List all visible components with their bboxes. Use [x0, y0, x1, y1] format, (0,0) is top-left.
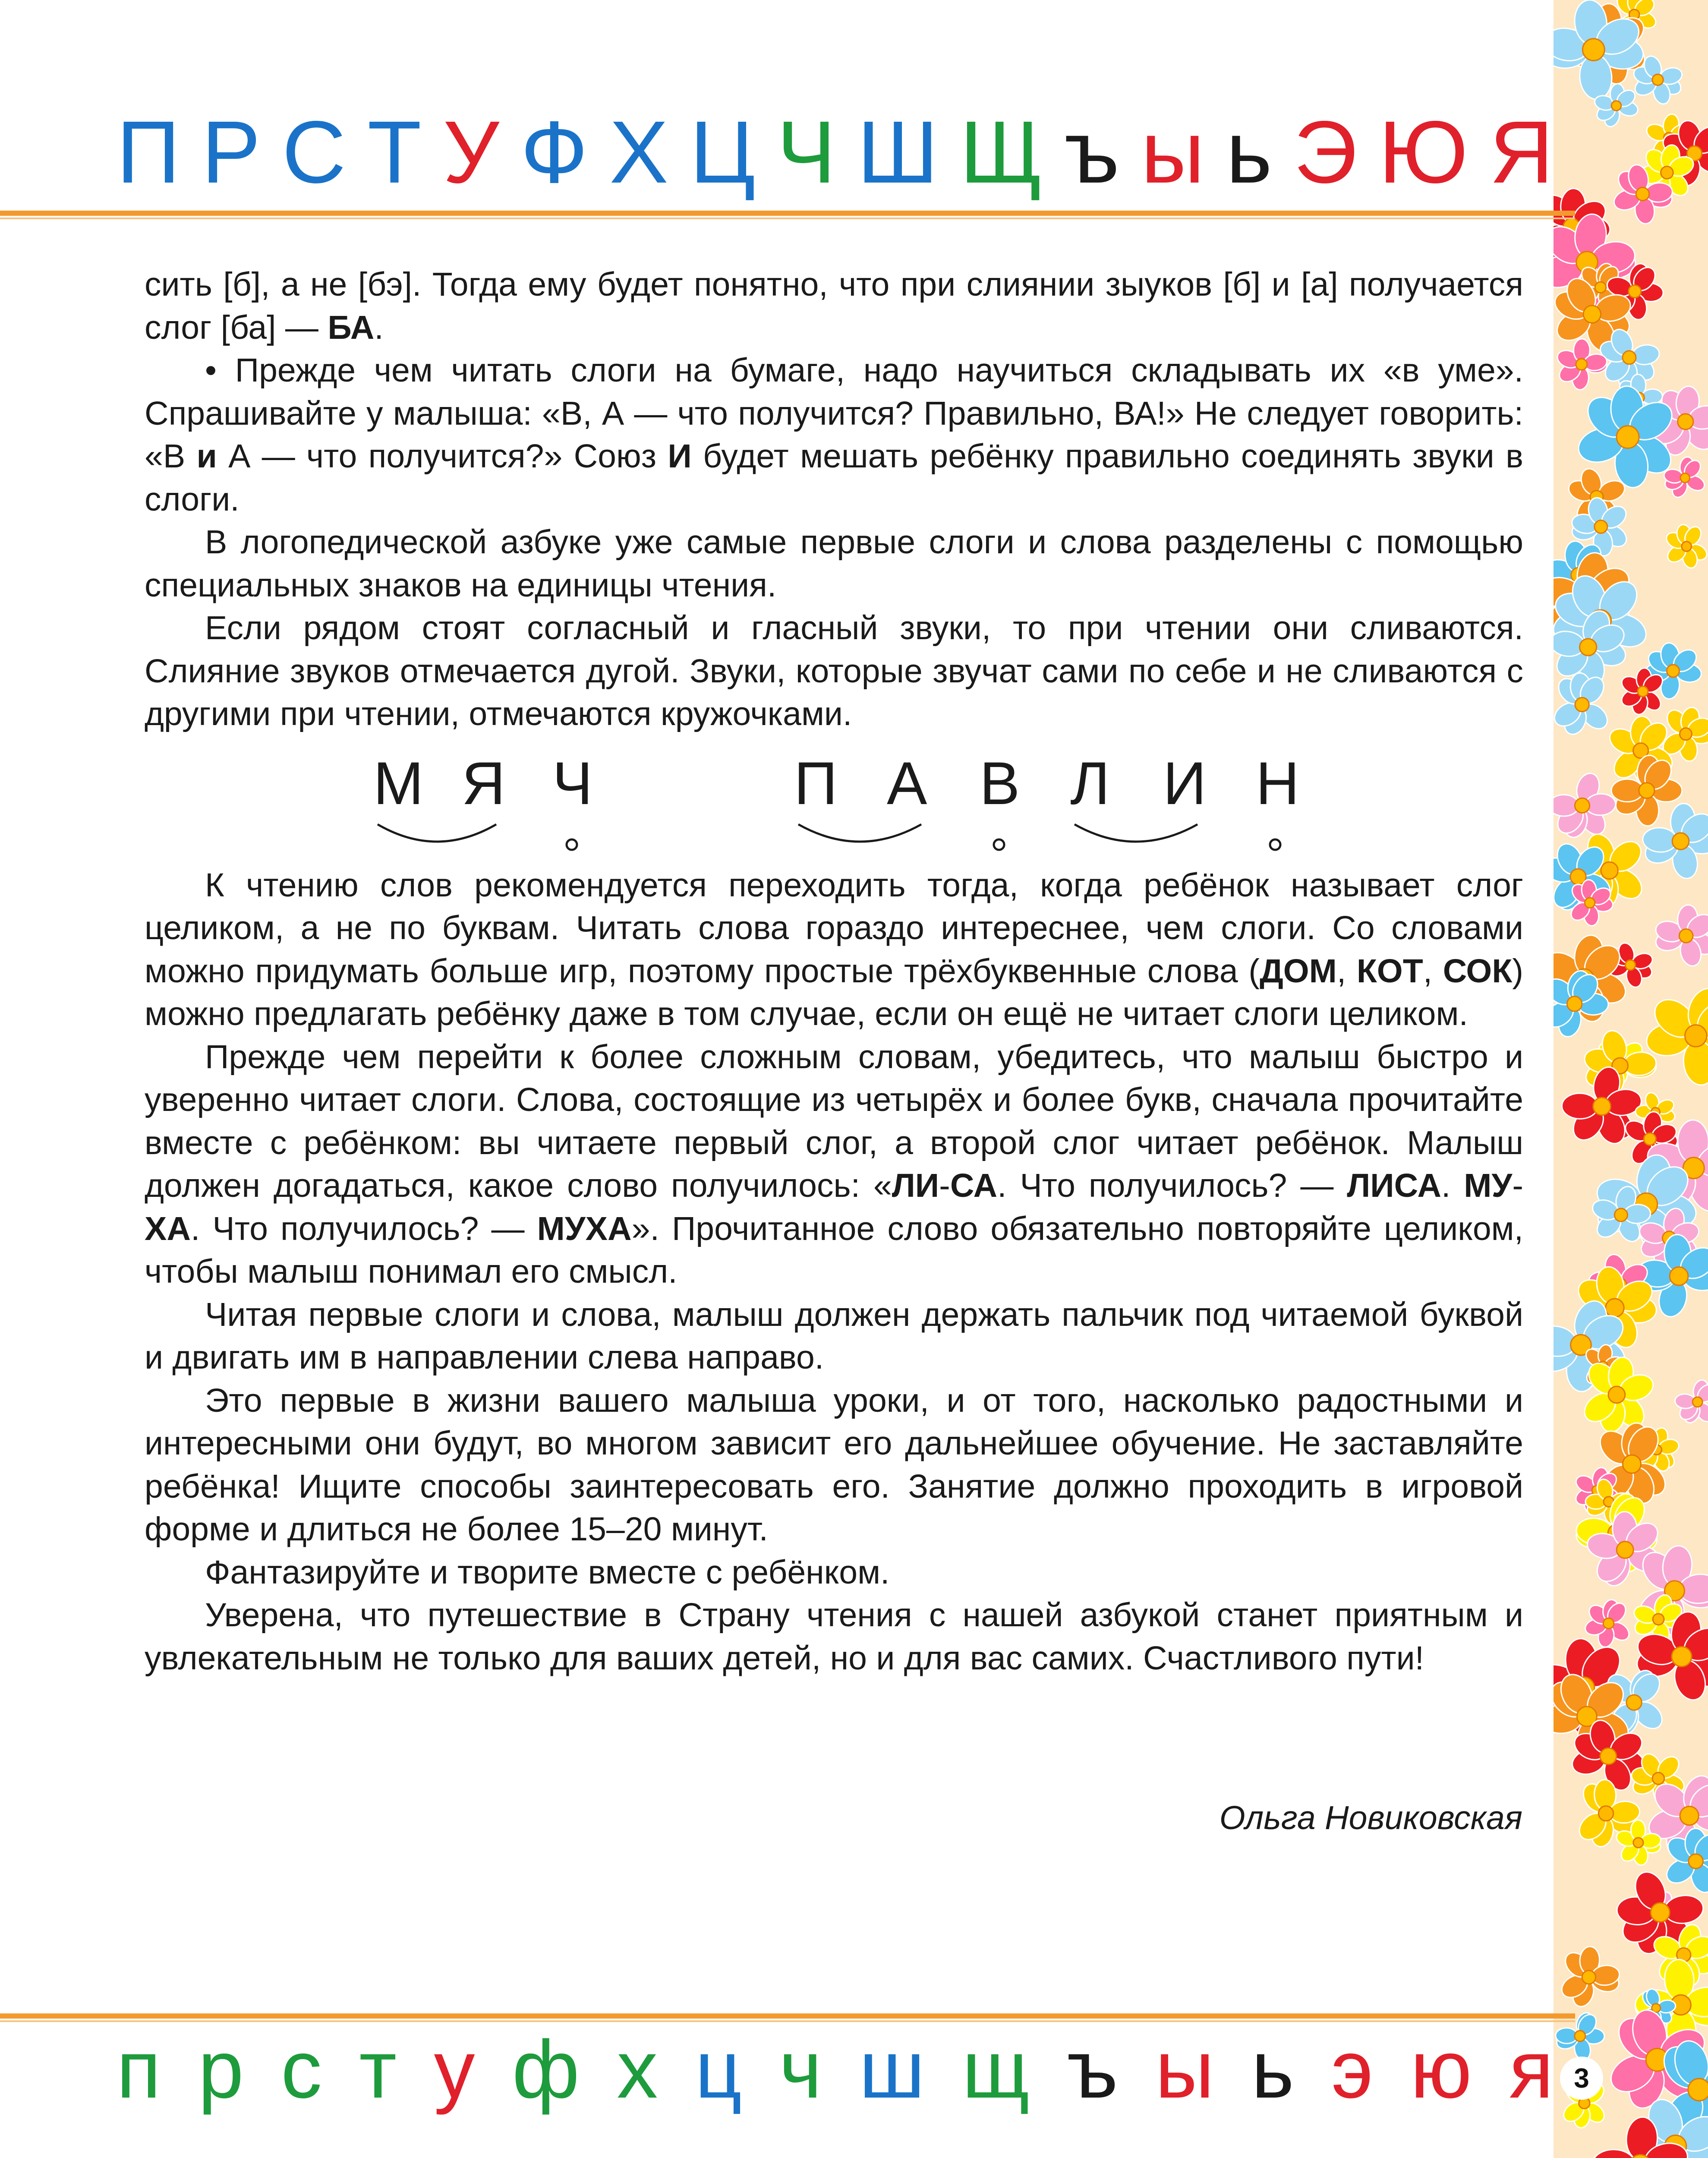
- alphabet-letter: Я: [1489, 103, 1554, 202]
- paragraph: [145, 349, 1523, 521]
- text-run: сить [б], а не [бэ]. Тогда ему будет понятно, что при слиянии зыуков [б] и [а] получается слог [ба] —: [145, 266, 1523, 346]
- alphabet-letter: с: [281, 2024, 322, 2115]
- paragraph: [145, 607, 1523, 736]
- text-run: Уверена, что путешествие в Страну чтения с нашей азбукой станет приятным и увлекательным не только для ваших детей, но и для вас самих. Счастливого пути!: [145, 1596, 1523, 1677]
- paragraph: [145, 1036, 1523, 1294]
- text-run: Читая первые слоги и слова, малыш должен держать пальчик под читаемой буквой и двигать им в направлении слева направо.: [145, 1296, 1523, 1376]
- bold-word: СОК: [1443, 952, 1513, 990]
- text-run: К чтению слов рекомендуется переходить тогда, когда ребёнок называет слог целиком, а не по буквам. Читать слова гораздо интереснее, чем слоги. Со словами можно придумать больше игр, поэтому простые трёхбуквенные слова (: [145, 866, 1523, 990]
- bold-word: КОТ: [1356, 952, 1423, 990]
- paragraph: [145, 1294, 1523, 1379]
- bold-word: И: [668, 438, 692, 475]
- text-run: .: [374, 309, 384, 346]
- header-divider-thin: [0, 218, 1575, 219]
- bold-word: ХА: [145, 1210, 191, 1247]
- footer-divider-thin: [0, 2020, 1575, 2022]
- author-signature: Ольга Новиковская: [1219, 1799, 1522, 1836]
- syllable-letter: В: [980, 749, 1020, 817]
- syllable-letter: Ч: [552, 749, 593, 817]
- syllable-examples: [145, 736, 1523, 864]
- alphabet-letter: р: [198, 2024, 244, 2115]
- text-run: ». Прочитанное слово обязательно повторяйте целиком, чтобы малыш понимал его смысл.: [145, 1210, 1523, 1290]
- syllable-letter: П: [794, 749, 838, 817]
- text-run: . Что получилось? —: [997, 1167, 1347, 1204]
- alphabet-letter: С: [282, 103, 346, 202]
- paragraph: [145, 263, 1523, 349]
- text-run: -: [939, 1167, 950, 1204]
- alphabet-letter: ф: [512, 2024, 580, 2115]
- alphabet-letter: ъ: [1067, 2024, 1118, 2115]
- alphabet-letter: ы: [1141, 103, 1205, 202]
- syllable-circle: [1270, 839, 1280, 850]
- bold-word: ЛИСА: [1347, 1167, 1441, 1204]
- alphabet-letter: я: [1509, 2024, 1554, 2115]
- footer-divider: [0, 2013, 1575, 2019]
- alphabet-letter: Р: [202, 103, 261, 202]
- alphabet-letter: щ: [962, 2024, 1030, 2115]
- paragraphs-part-1: [145, 263, 1523, 736]
- syllable-letter: А: [887, 749, 927, 817]
- text-run: А — что получится?» Союз: [217, 438, 668, 475]
- bold-word: ЛИ: [892, 1167, 939, 1204]
- alphabet-letter: ю: [1410, 2024, 1472, 2115]
- bold-word: МУ: [1464, 1167, 1513, 1204]
- text-run: • Прежде чем читать слоги на бумаге, надо научиться складывать их «в уме». Спрашивайте у малыша: «В, А — что получится? Правильно, ВА!» Не следует говорить: «В: [145, 352, 1523, 475]
- alphabet-letter: Э: [1293, 103, 1358, 202]
- paragraph: [145, 521, 1523, 607]
- syllable-letter: М: [373, 749, 424, 817]
- syllable-circle: [994, 839, 1004, 850]
- bold-word: СА: [950, 1167, 998, 1204]
- syllable-letter: Н: [1256, 749, 1300, 817]
- bold-word: БА: [328, 309, 375, 346]
- syllable-letter: Я: [462, 749, 506, 817]
- alphabet-letter: Ц: [690, 103, 756, 202]
- syllable-letter: И: [1163, 749, 1207, 817]
- alphabet-letter: т: [359, 2024, 397, 2115]
- text-run: -: [1512, 1167, 1523, 1204]
- body-text: [145, 263, 1523, 1680]
- syllable-arc: [798, 824, 921, 842]
- paragraph: [145, 1551, 1523, 1594]
- text-run: .: [1441, 1167, 1464, 1204]
- text-run: будет мешать ребёнку правильно соединять звуки в слоги.: [145, 438, 1523, 518]
- alphabet-letter: ш: [859, 2024, 925, 2115]
- alphabet-letter: у: [434, 2024, 475, 2115]
- alphabet-footer-lowercase: [117, 2024, 1554, 2136]
- alphabet-header-uppercase: [117, 103, 1554, 216]
- syllable-arc: [1075, 824, 1197, 842]
- syllable-circle: [567, 839, 577, 850]
- paragraph: [145, 1379, 1523, 1551]
- alphabet-letter: Ш: [857, 103, 939, 202]
- text-run: ,: [1423, 952, 1443, 990]
- text-run: Это первые в жизни вашего малыша уроки, и от того, насколько радостными и интересными они будут, во многом зависит его дальнейшее обучение. Не заставляйте ребёнка! Ищите способы заинтересовать его. Занятие должно проходить в игровой форме и длиться не более 15–20 минут.: [145, 1382, 1523, 1548]
- text-run: Если рядом стоят согласный и гласный звуки, то при чтении они сливаются. Слияние звуков отмечается дугой. Звуки, которые звучат сами по себе и не сливаются с другими при чтении, отмечаются кружочками.: [145, 609, 1523, 732]
- alphabet-letter: ъ: [1064, 103, 1120, 202]
- alphabet-letter: ь: [1226, 103, 1272, 202]
- alphabet-letter: ч: [779, 2024, 822, 2115]
- bold-word: МУХА: [537, 1210, 632, 1247]
- header-divider: [0, 211, 1575, 216]
- syllable-letter: Л: [1070, 749, 1110, 817]
- alphabet-letter: ь: [1251, 2024, 1294, 2115]
- paragraph: [145, 864, 1523, 1036]
- alphabet-letter: х: [617, 2024, 658, 2115]
- alphabet-letter: Т: [367, 103, 422, 202]
- paragraphs-part-2: [145, 864, 1523, 1680]
- text-run: . Что получилось? —: [190, 1210, 537, 1247]
- paragraph: [145, 1594, 1523, 1680]
- text-run: Фантазируйте и творите вместе с ребёнком.: [205, 1553, 890, 1591]
- alphabet-letter: ц: [695, 2024, 742, 2115]
- alphabet-letter: Х: [609, 103, 668, 202]
- alphabet-letter: Щ: [960, 103, 1043, 202]
- bold-word: и: [196, 438, 217, 475]
- alphabet-letter: э: [1331, 2024, 1374, 2115]
- alphabet-letter: ы: [1155, 2024, 1214, 2115]
- alphabet-letter: У: [443, 103, 499, 202]
- text-run: ,: [1336, 952, 1357, 990]
- alphabet-letter: Ч: [777, 103, 836, 202]
- text-run: В логопедической азбуке уже самые первые слоги и слова разделены с помощью специальных знаков на единицы чтения.: [145, 524, 1523, 604]
- text-run: ) можно предлагать ребёнку даже в том случае, если он ещё не читает слоги целиком.: [145, 952, 1523, 1032]
- flower-border-decoration: [1554, 0, 1708, 2158]
- alphabet-letter: Ф: [520, 103, 588, 202]
- text-run: Прежде чем перейти к более сложным словам, убедитесь, что малыш быстро и уверенно читает слоги. Слова, состоящие из четырёх и более букв, сначала прочитайте вместе с ребёнком: вы читаете первый слог, а второй слог читает ребёнок. Малыш должен догадаться, какое слово получилось: «: [145, 1038, 1523, 1204]
- page-number: 3: [1560, 2057, 1603, 2100]
- syllable-arc: [378, 824, 496, 842]
- alphabet-letter: Ю: [1378, 103, 1469, 202]
- alphabet-letter: п: [117, 2024, 161, 2115]
- alphabet-letter: П: [117, 103, 180, 202]
- bold-word: ДОМ: [1259, 952, 1337, 990]
